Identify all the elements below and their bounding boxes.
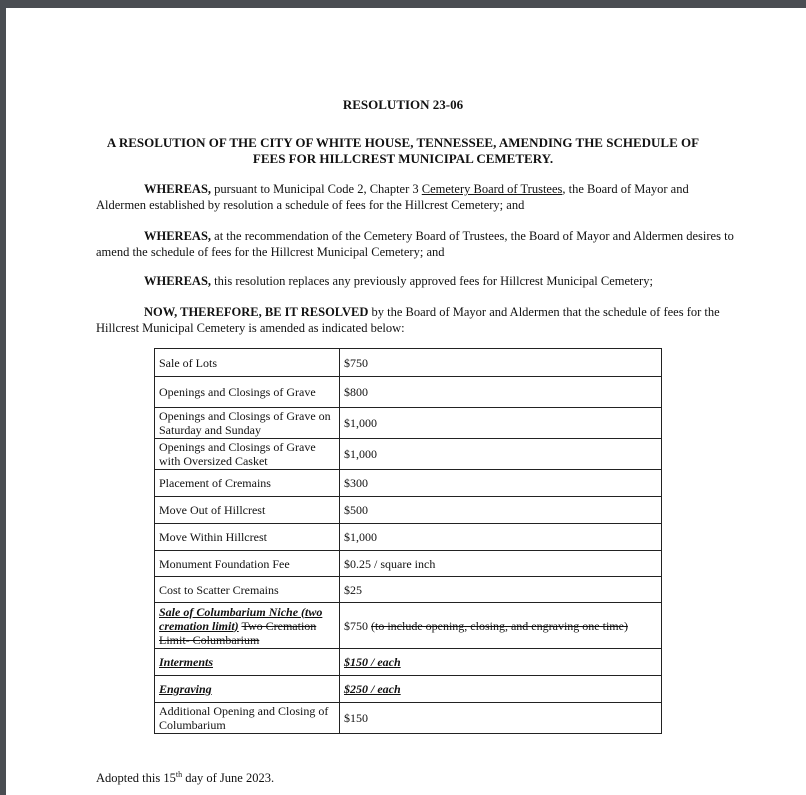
fee-item: Placement of Cremains xyxy=(155,470,340,497)
table-row xyxy=(155,649,662,676)
table-row xyxy=(155,603,662,649)
code-reference: Cemetery Board of Trustees xyxy=(421,182,563,196)
table-row xyxy=(155,497,662,524)
fee-price xyxy=(340,603,662,649)
table-row xyxy=(155,577,662,603)
paragraph-text: pursuant to Municipal Code 2, Chapter 3 xyxy=(211,182,422,196)
subtitle-line-2: FEES FOR HILLCREST MUNICIPAL CEMETERY. xyxy=(252,151,554,166)
fee-item: Cost to Scatter Cremains xyxy=(155,577,340,603)
table-row xyxy=(155,524,662,551)
whereas-paragraph-1 xyxy=(96,181,736,213)
resolution-title: RESOLUTION 23-06 xyxy=(342,97,464,112)
resolved-label: NOW, THEREFORE, BE IT RESOLVED xyxy=(144,305,369,319)
resolved-paragraph xyxy=(96,304,736,336)
whereas-label: WHEREAS, xyxy=(144,229,212,243)
whereas-paragraph-3 xyxy=(96,273,736,289)
fee-item: Move Out of Hillcrest xyxy=(155,497,340,524)
paragraph-text: by the Board of Mayor and Aldermen that the schedule of fees for the Hillcrest Municipal Cemetery is amended as indicated below: xyxy=(96,305,720,335)
fee-item-amended: Interments xyxy=(159,655,214,669)
whereas-label: WHEREAS, xyxy=(144,274,212,288)
fee-price-struck: (to include opening, closing, and engraving one time) xyxy=(371,618,628,633)
table-row xyxy=(155,408,662,439)
paragraph-text: at the recommendation of the Cemetery Board of Trustees, the Board of Mayor and Aldermen desires to amend the schedule of fees for the Hillcrest Municipal Cemetery; and xyxy=(96,229,734,259)
fee-item: Move Within Hillcrest xyxy=(155,524,340,551)
fee-price: $150 xyxy=(340,703,662,734)
table-row xyxy=(155,676,662,703)
adoption-text: Adopted this 15 xyxy=(96,771,176,786)
table-row xyxy=(155,439,662,470)
fee-item-struck: Two Cremation Limit- Columbarium xyxy=(159,618,317,647)
fee-item: Openings and Closings of Grave with Oversized Casket xyxy=(155,439,340,470)
fee-price: $1,000 xyxy=(340,524,662,551)
fee-item: Monument Foundation Fee xyxy=(155,551,340,577)
fee-price: $0.25 / square inch xyxy=(340,551,662,577)
fee-price-value: $750 xyxy=(344,618,368,633)
whereas-paragraph-2 xyxy=(96,228,736,260)
paragraph-text: this resolution replaces any previously approved fees for Hillcrest Municipal Cemetery; xyxy=(211,274,653,288)
fee-price: $800 xyxy=(340,377,662,408)
fee-price: $1,000 xyxy=(340,439,662,470)
adoption-text: day of June 2023. xyxy=(182,771,275,786)
fee-price xyxy=(340,676,662,703)
resolution-subtitle xyxy=(0,135,806,167)
fee-price-amended: $250 / each xyxy=(344,682,401,696)
whereas-label: WHEREAS, xyxy=(144,182,212,196)
fee-price: $750 xyxy=(340,349,662,377)
fee-schedule-table xyxy=(154,348,662,734)
fee-item: Sale of Lots xyxy=(155,349,340,377)
fee-item xyxy=(155,603,340,649)
table-row xyxy=(155,551,662,577)
fee-price xyxy=(340,649,662,676)
subtitle-line-1: A RESOLUTION OF THE CITY OF WHITE HOUSE, TENNESSEE, AMENDING THE SCHEDULE OF xyxy=(106,135,700,150)
fee-price: $300 xyxy=(340,470,662,497)
fee-price: $25 xyxy=(340,577,662,603)
viewer-top-border xyxy=(0,0,806,8)
fee-item: Openings and Closings of Grave xyxy=(155,377,340,408)
adoption-ordinal: th xyxy=(175,770,183,779)
fee-item-amended: Engraving xyxy=(159,682,212,696)
fee-price-amended: $150 / each xyxy=(344,655,401,669)
table-row xyxy=(155,470,662,497)
adoption-line xyxy=(96,770,274,786)
fee-price: $500 xyxy=(340,497,662,524)
fee-item: Additional Opening and Closing of Columbarium xyxy=(155,703,340,734)
table-row xyxy=(155,703,662,734)
fee-item: Openings and Closings of Grave on Saturday and Sunday xyxy=(155,408,340,439)
paragraph-text: , the Board of Mayor and Aldermen established by resolution a schedule of fees for the Hillcrest Cemetery; and xyxy=(96,182,689,212)
fee-item xyxy=(155,676,340,703)
fee-price: $1,000 xyxy=(340,408,662,439)
table-row xyxy=(155,377,662,408)
fee-item-amended: Sale of Columbarium Niche (two cremation limit) xyxy=(159,604,323,633)
table-row xyxy=(155,349,662,377)
fee-item xyxy=(155,649,340,676)
